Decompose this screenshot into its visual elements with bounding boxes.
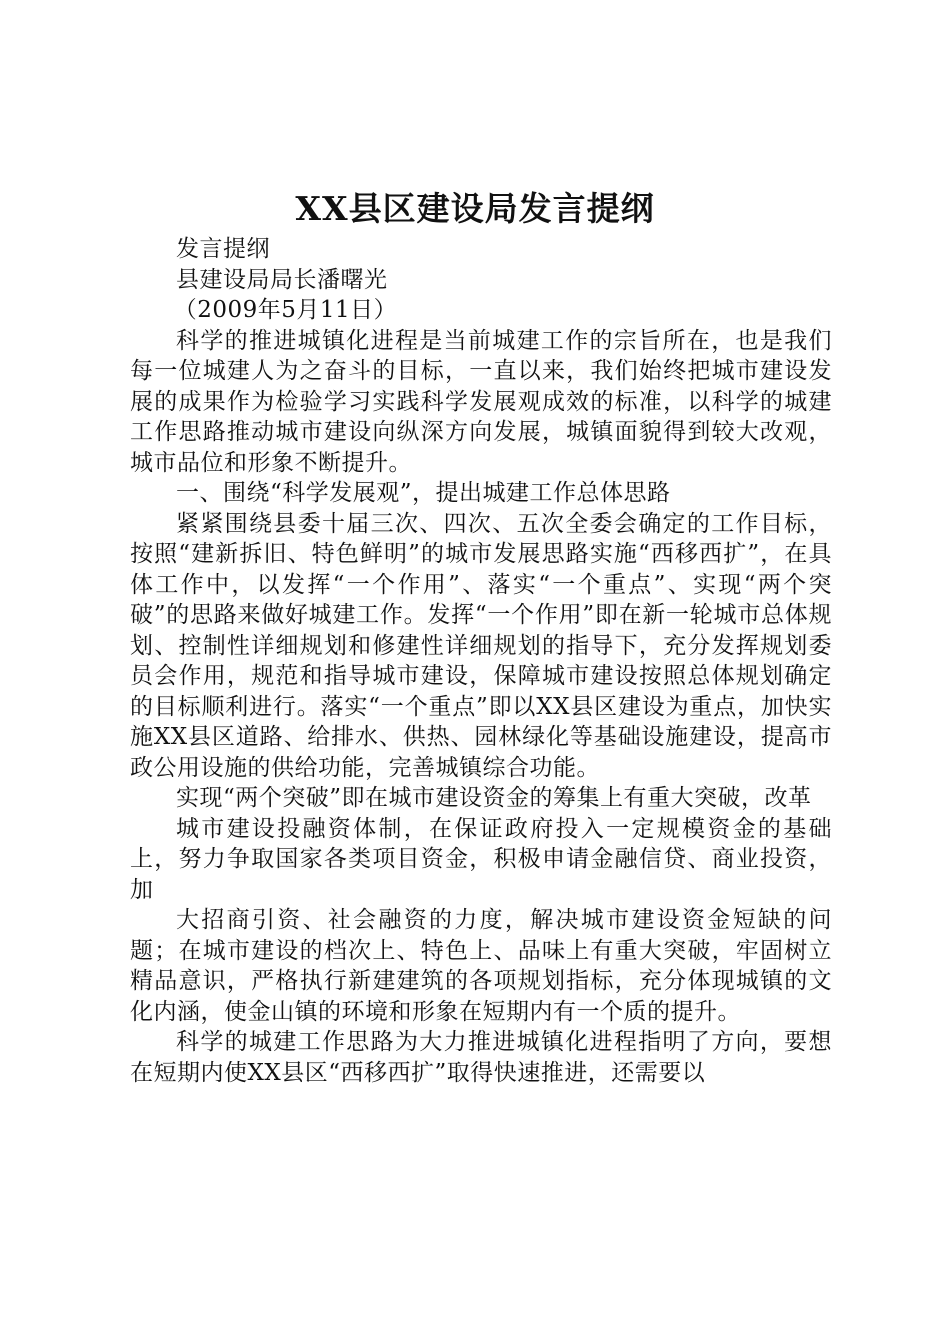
paragraph-direction: 科学的城建工作思路为大力推进城镇化进程指明了方向，要想在短期内使XX县区“西移西扩”取得快速推进，还需要以 bbox=[130, 1029, 832, 1086]
paragraph-intro: 科学的推进城镇化进程是当前城建工作的宗旨所在，也是我们每一位城建人为之奋斗的目标，一直以来，我们始终把城市建设发展的成果作为检验学习实践科学发展观成效的标准，以科学的城建工作思路推动城市建设向纵深方向发展，城镇面貌得到较大改观，城市品位和形象不断提升。 bbox=[130, 327, 832, 476]
document-body bbox=[130, 234, 832, 1088]
paragraph-quality: 大招商引资、社会融资的力度，解决城市建设资金短缺的问题；在城市建设的档次上、特色上、品味上有重大突破，牢固树立精品意识，严格执行新建建筑的各项规划指标，充分体现城镇的文化内涵，使金山镇的环境和形象在短期内有一个质的提升。 bbox=[130, 907, 832, 1025]
paragraph-breakthrough: 实现“两个突破”即在城市建设资金的筹集上有重大突破，改革 bbox=[176, 785, 812, 811]
paragraph-work-plan: 紧紧围绕县委十届三次、四次、五次全委会确定的工作目标，按照“建新拆旧、特色鲜明”的城市发展思路实施“西移西扩”，在具体工作中，以发挥“一个作用”、落实“一个重点”、实现“两个突破”的思路来做好城建工作。发挥“一个作用”即在新一轮城市总体规划、控制性详细规划和修建性详细规划的指导下，充分发挥规划委员会作用，规范和指导城市建设，保障城市建设按照总体规划确定的目标顺利进行。落实“一个重点”即以XX县区建设为重点，加快实施XX县区道路、给排水、供热、园林绿化等基础设施建设，提高市政公用设施的供给功能，完善城镇综合功能。 bbox=[130, 510, 832, 781]
paragraph-investment: 城市建设投融资体制，在保证政府投入一定规模资金的基础上，努力争取国家各类项目资金，积极申请金融信贷、商业投资，加 bbox=[130, 815, 832, 903]
paragraph-speaker: 县建设局局长潘曙光 bbox=[176, 266, 388, 293]
document-title: XX县区建设局发言提纲 bbox=[295, 189, 655, 228]
section-heading-1: 一、围绕“科学发展观”，提出城建工作总体思路 bbox=[176, 480, 671, 506]
paragraph-date: （2009年5月11日） bbox=[173, 297, 398, 323]
paragraph-outline-label: 发言提纲 bbox=[176, 236, 270, 262]
